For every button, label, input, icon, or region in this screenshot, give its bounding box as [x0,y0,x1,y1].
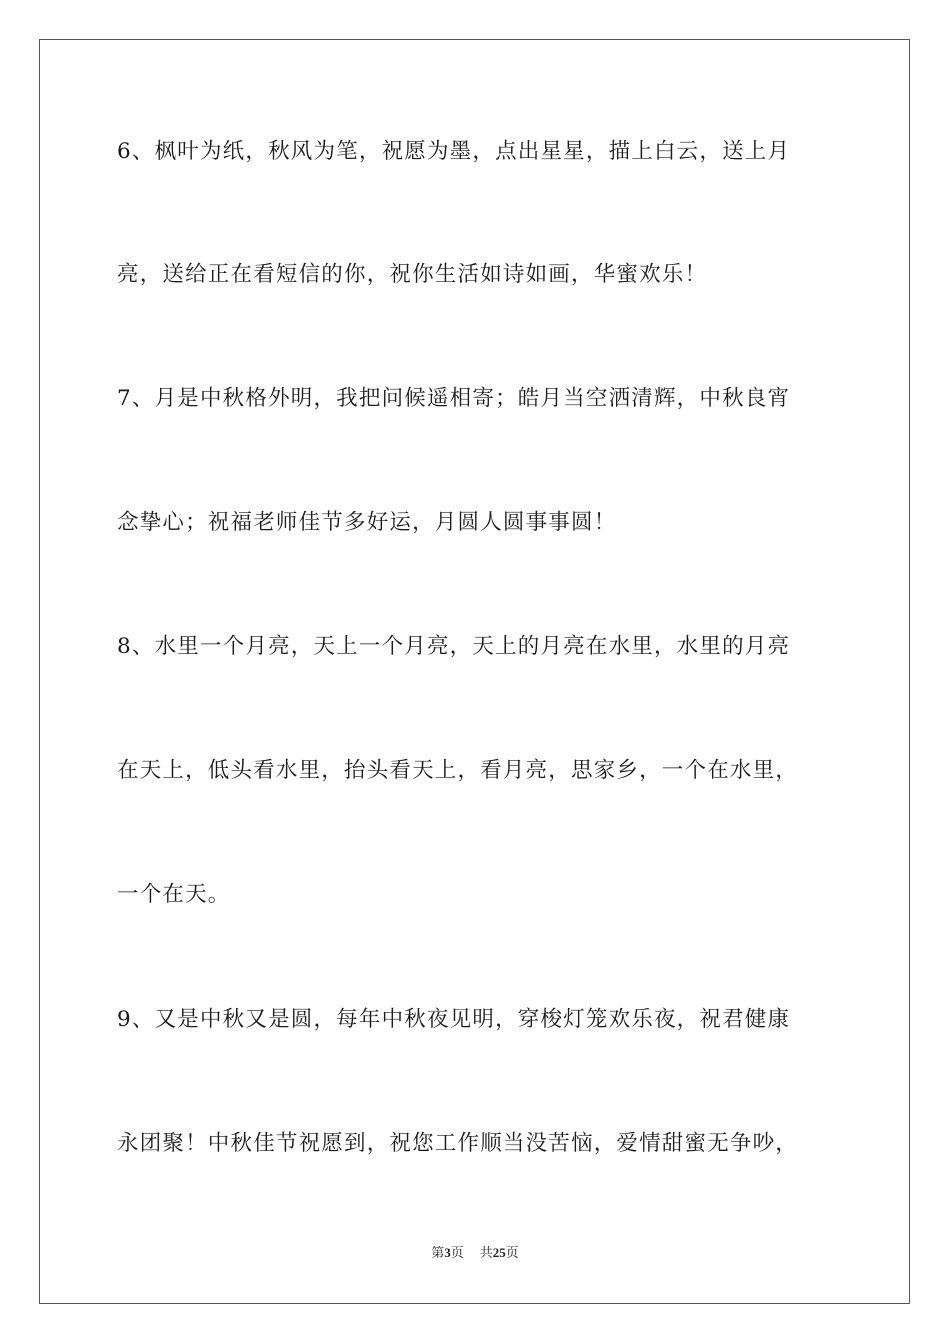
text-line-9: 永团聚！中秋佳节祝愿到，祝您工作顺当没苦恼，爱情甜蜜无争吵， [117,1131,799,1156]
page-number: 3 [444,1245,451,1260]
text-line-8: 9、又是中秋又是圆，每年中秋夜见明，穿梭灯笼欢乐夜，祝君健康 [117,1007,791,1032]
text-line-6: 在天上，低头看水里，抬头看天上，看月亮，思家乡，一个在水里， [117,758,799,783]
total-pages: 25 [492,1245,506,1260]
text-line-7: 一个在天。 [117,882,231,907]
page-footer [0,1244,950,1263]
page-prefix: 第 [431,1246,445,1261]
text-line-1: 6、枫叶为纸，秋风为笔，祝愿为墨，点出星星，描上白云，送上月 [117,139,791,164]
total-prefix: 共 [479,1246,493,1261]
page-suffix: 页 [450,1246,464,1261]
text-line-5: 8、水里一个月亮，天上一个月亮，天上的月亮在水里，水里的月亮 [117,634,791,659]
text-line-4: 念挚心；祝福老师佳节多好运，月圆人圆事事圆！ [117,510,617,535]
total-suffix: 页 [505,1246,519,1261]
text-line-3: 7、月是中秋格外明，我把问候遥相寄；皓月当空洒清辉，中秋良宵 [117,386,791,411]
text-line-2: 亮，送给正在看短信的你，祝你生活如诗如画，华蜜欢乐！ [117,262,708,287]
page-frame [39,39,910,1304]
